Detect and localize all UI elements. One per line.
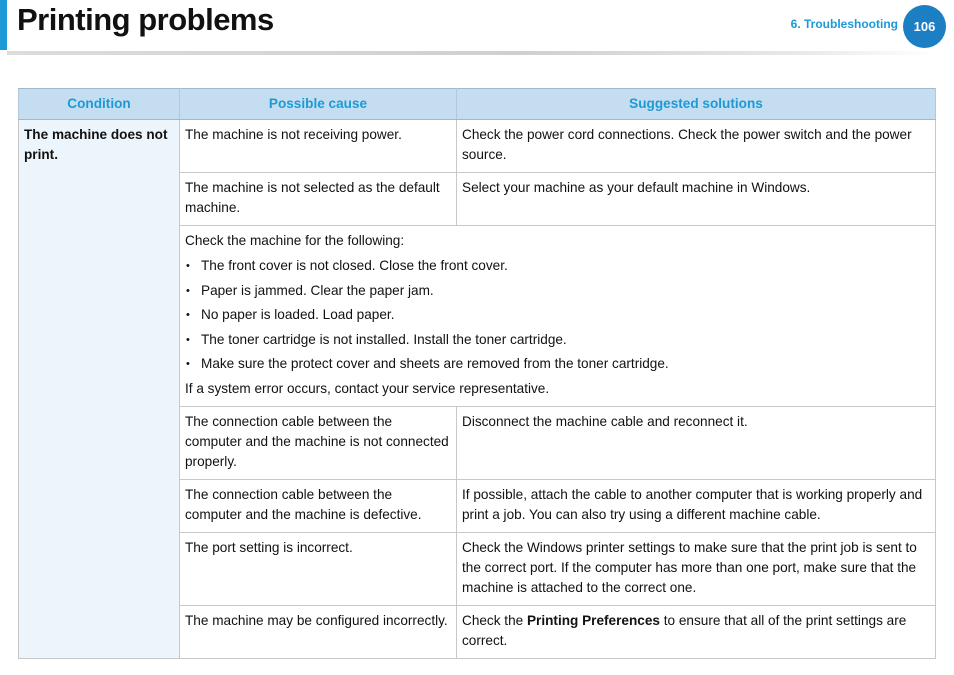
table-row <box>19 120 936 173</box>
cause-cell: The connection cable between the computer and the machine is defective. <box>180 479 457 532</box>
cause-cell: The port setting is incorrect. <box>180 532 457 605</box>
troubleshooting-table <box>18 88 936 659</box>
title-underline <box>7 51 937 55</box>
solution-cell: Disconnect the machine cable and reconnect it. <box>457 406 936 479</box>
list-item: • The toner cartridge is not installed. Install the toner cartridge. <box>185 330 929 350</box>
solution-cell: If possible, attach the cable to another computer that is working properly and print a job. You can also try using a different machine cable. <box>457 479 936 532</box>
printing-preferences-term: Printing Preferences <box>526 612 660 628</box>
cause-cell: The machine may be configured incorrectly. <box>180 605 457 658</box>
table-header-row <box>19 89 936 120</box>
header-condition: Condition <box>19 89 180 120</box>
checklist-cell <box>180 226 936 407</box>
title-accent-bar <box>0 0 7 50</box>
page-number-badge: 106 <box>903 5 946 48</box>
cause-cell: The connection cable between the computer and the machine is not connected properly. <box>180 406 457 479</box>
list-item: • No paper is loaded. Load paper. <box>185 305 929 325</box>
solution-text-post: to ensure that all of the print settings are correct. <box>462 612 907 648</box>
chapter-label[interactable]: 6. Troubleshooting <box>790 17 898 31</box>
checklist <box>185 256 929 374</box>
condition-cell: The machine does not print. <box>19 120 180 659</box>
cause-cell: The machine is not selected as the default machine. <box>180 173 457 226</box>
header-possible-cause: Possible cause <box>180 89 457 120</box>
solution-text-pre: Check the <box>462 612 527 628</box>
page-title: Printing problems <box>17 2 274 37</box>
solution-cell <box>457 605 936 658</box>
solution-cell: Select your machine as your default machine in Windows. <box>457 173 936 226</box>
checklist-outro: If a system error occurs, contact your service representative. <box>185 380 550 396</box>
cause-cell: The machine is not receiving power. <box>180 120 457 173</box>
list-item: • Make sure the protect cover and sheets are removed from the toner cartridge. <box>185 354 929 374</box>
checklist-intro: Check the machine for the following: <box>185 233 405 248</box>
solution-cell: Check the Windows printer settings to make sure that the print job is sent to the correct port. If the computer has more than one port, make sure that the machine is attached to the correct one. <box>457 532 936 605</box>
list-item: • Paper is jammed. Clear the paper jam. <box>185 281 929 301</box>
header-suggested-solutions: Suggested solutions <box>457 89 936 120</box>
list-item: • The front cover is not closed. Close the front cover. <box>185 256 929 276</box>
solution-cell: Check the power cord connections. Check the power switch and the power source. <box>457 120 936 173</box>
